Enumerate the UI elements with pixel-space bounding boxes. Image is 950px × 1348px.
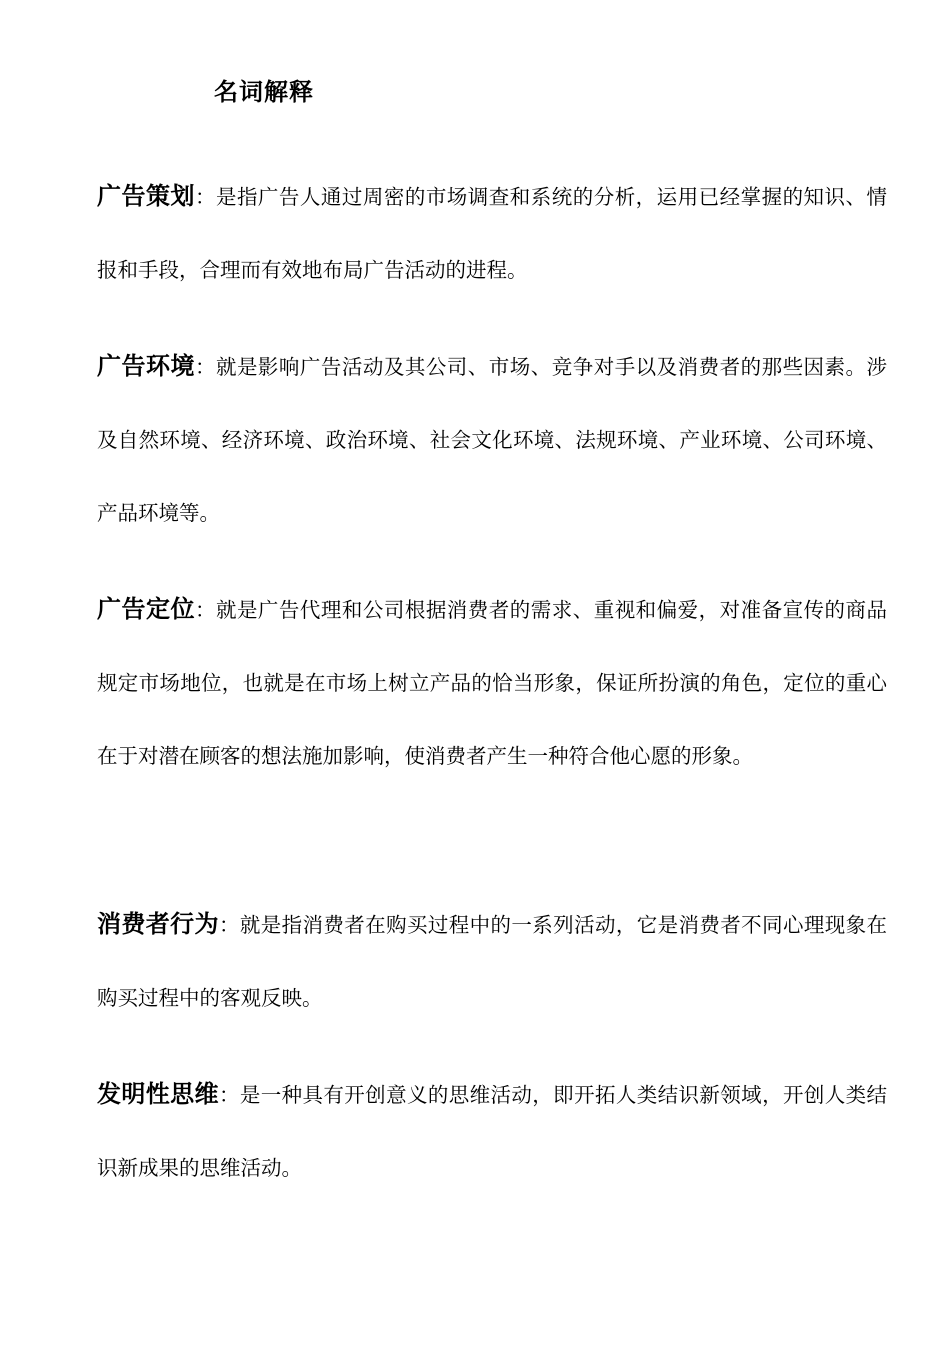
entry-colon: ： — [194, 598, 216, 622]
page-title: 名词解释 — [214, 77, 314, 106]
entry-colon: ： — [218, 913, 240, 937]
entry-term: 广告环境 — [97, 351, 195, 380]
entry-definition: 就是广告代理和公司根据消费者的需求、重视和偏爱，对准备宣传的商品规定市场地位，也就是在市场上树立产品的恰当形象，保证所扮演的角色，定位的重心在于对潜在顾客的想法施加影响，使消费者产生一种符合他心愿的形象。 — [97, 598, 888, 768]
glossary-entry-advertising-positioning — [97, 572, 887, 793]
glossary-entry-advertising-environment — [97, 329, 887, 550]
entry-colon: ： — [218, 1083, 240, 1107]
entry-definition: 就是影响广告活动及其公司、市场、竞争对手以及消费者的那些因素。涉及自然环境、经济环境、政治环境、社会文化环境、法规环境、产业环境、公司环境、产品环境等。 — [97, 355, 888, 525]
entry-colon: ： — [194, 185, 216, 209]
glossary-entry-consumer-behavior — [97, 887, 887, 1035]
entry-term: 广告定位 — [97, 594, 195, 623]
entry-definition: 就是指消费者在购买过程中的一系列活动，它是消费者不同心理现象在购买过程中的客观反映。 — [97, 913, 888, 1010]
entry-term: 消费者行为 — [97, 909, 219, 938]
entry-colon: ： — [194, 355, 216, 379]
entry-term: 广告策划 — [97, 181, 195, 210]
entry-term: 发明性思维 — [97, 1079, 219, 1108]
entry-definition: 是指广告人通过周密的市场调查和系统的分析，运用已经掌握的知识、情报和手段，合理而有效地布局广告活动的进程。 — [97, 185, 888, 282]
entry-definition: 是一种具有开创意义的思维活动，即开拓人类结识新领域，开创人类结识新成果的思维活动。 — [97, 1083, 888, 1180]
glossary-entry-inventive-thinking — [97, 1057, 887, 1205]
glossary-entry-advertising-planning — [97, 159, 887, 307]
